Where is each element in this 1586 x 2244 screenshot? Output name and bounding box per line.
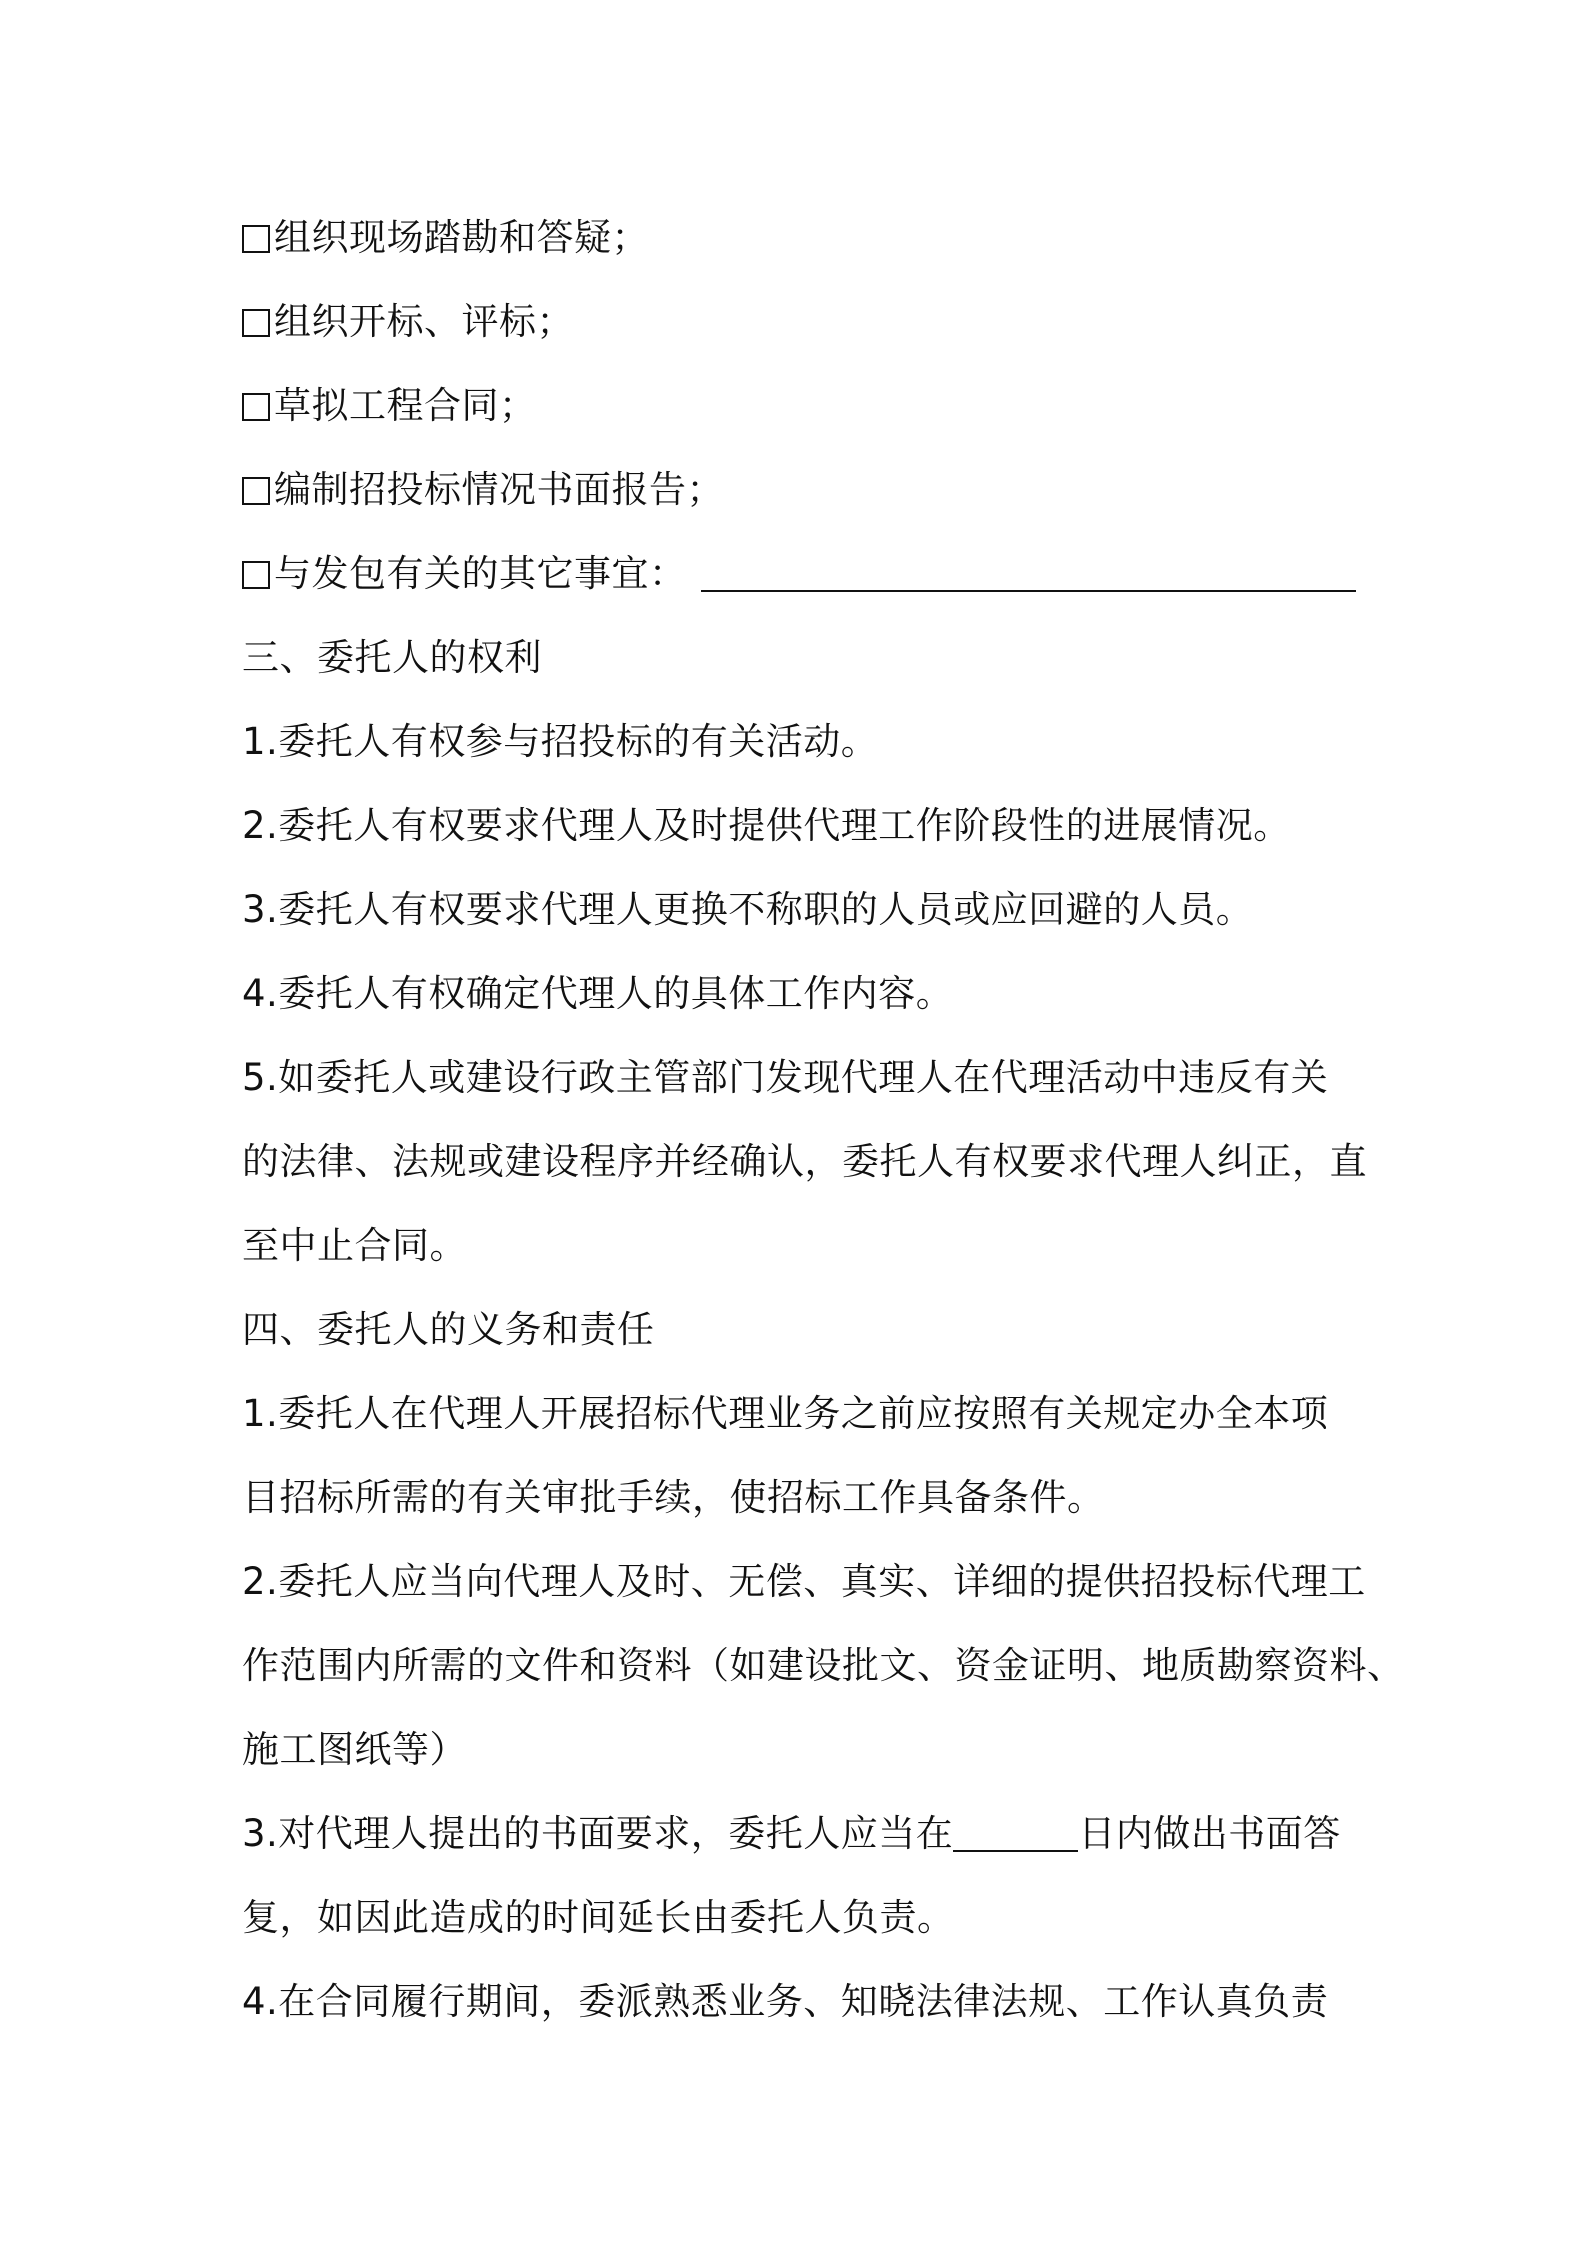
paragraph-line: 的法律、法规或建设程序并经确认，委托人有权要求代理人纠正，直	[242, 1140, 1367, 1183]
checkbox-icon[interactable]	[242, 225, 270, 253]
checkbox-icon[interactable]	[242, 309, 270, 337]
paragraph-line: 1.委托人有权参与招投标的有关活动。	[242, 720, 879, 763]
paragraph-line: 4.委托人有权确定代理人的具体工作内容。	[242, 972, 954, 1015]
checklist-item: 编制招投标情况书面报告；	[242, 448, 1367, 532]
paragraph-line: 3.对代理人提出的书面要求，委托人应当在 日内做出书面答	[242, 1812, 1341, 1855]
checkbox-icon[interactable]	[242, 393, 270, 421]
checklist-item: 与发包有关的其它事宜：	[242, 532, 1367, 616]
section-heading: 四、委托人的义务和责任	[242, 1308, 655, 1351]
paragraph-line: 3.委托人有权要求代理人更换不称职的人员或应回避的人员。	[242, 888, 1254, 931]
paragraph-line: 4.在合同履行期间，委派熟悉业务、知晓法律法规、工作认真负责	[242, 1980, 1329, 2023]
paragraph-line: 施工图纸等）	[242, 1728, 467, 1771]
checklist-item: 草拟工程合同；	[242, 364, 1367, 448]
document-body	[242, 196, 1405, 2044]
paragraph-line: 1.委托人在代理人开展招标代理业务之前应按照有关规定办全本项	[242, 1392, 1329, 1435]
checklist-item: 组织现场踏勘和答疑；	[242, 196, 1367, 280]
checkbox-icon[interactable]	[242, 477, 270, 505]
paragraph-line: 5.如委托人或建设行政主管部门发现代理人在代理活动中违反有关	[242, 1056, 1329, 1099]
fill-in-blank[interactable]	[953, 1820, 1078, 1852]
paragraph-line: 2.委托人应当向代理人及时、无偿、真实、详细的提供招投标代理工	[242, 1560, 1366, 1603]
fill-in-blank[interactable]	[701, 560, 1356, 592]
paragraph-line: 2.委托人有权要求代理人及时提供代理工作阶段性的进展情况。	[242, 804, 1291, 847]
paragraph-line: 复，如因此造成的时间延长由委托人负责。	[242, 1896, 955, 1939]
checkbox-icon[interactable]	[242, 561, 270, 589]
paragraph-line: 作范围内所需的文件和资料（如建设批文、资金证明、地质勘察资料、	[242, 1644, 1405, 1687]
section-heading: 三、委托人的权利	[242, 636, 542, 679]
checklist-item: 组织开标、评标；	[242, 280, 1367, 364]
paragraph-line: 目招标所需的有关审批手续，使招标工作具备条件。	[242, 1476, 1105, 1519]
paragraph-line: 至中止合同。	[242, 1224, 467, 1267]
